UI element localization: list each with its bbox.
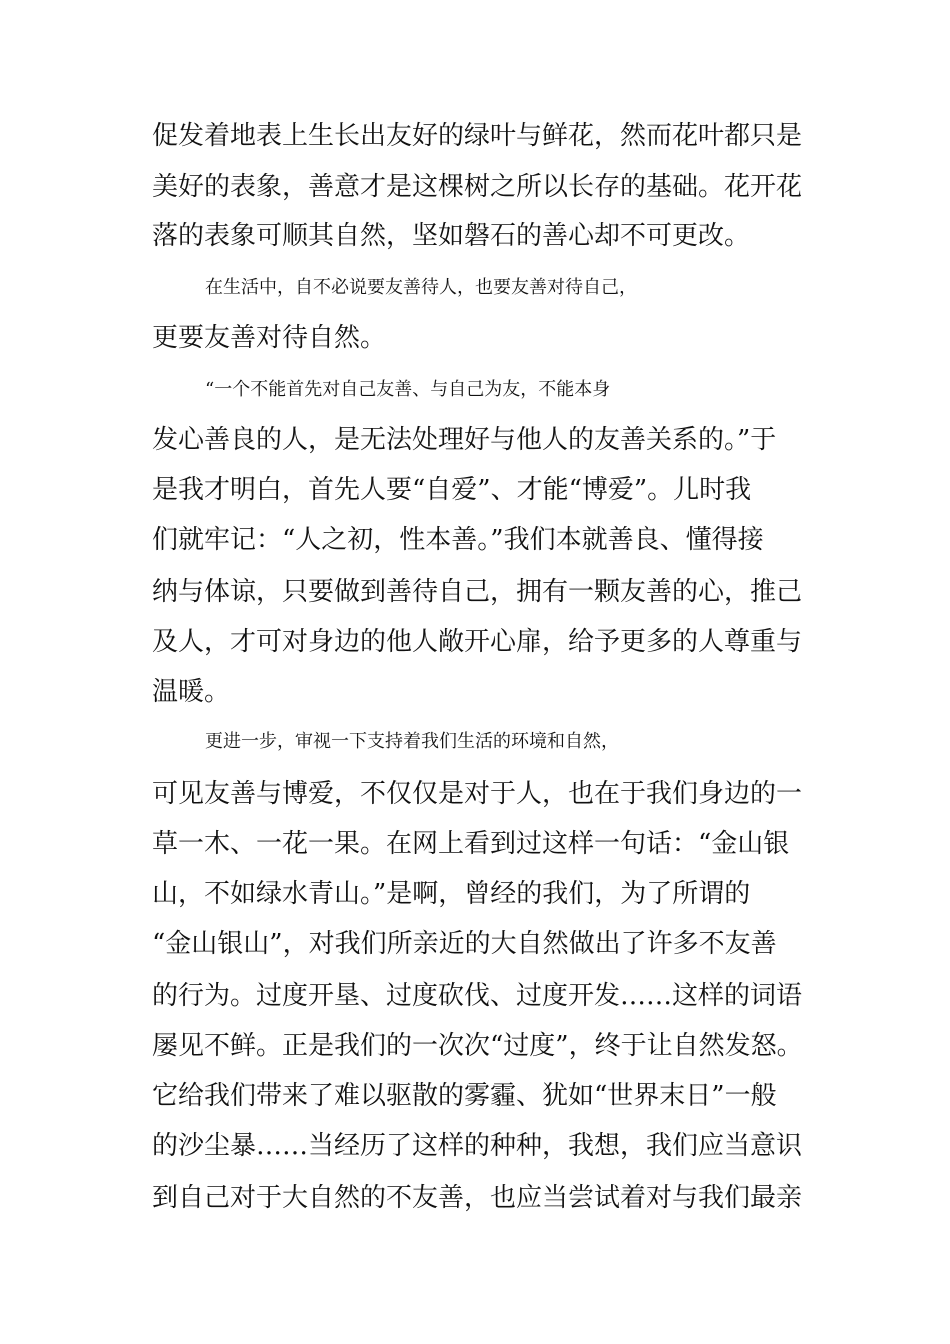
text-line: 山，不如绿水青山。”是啊，曾经的我们，为了所谓的 bbox=[152, 879, 751, 909]
text-line: 是我才明白，首先人要“自爱”、才能“博爱”。儿时我 bbox=[152, 475, 752, 505]
text-line: 更要友善对待自然。 bbox=[152, 323, 387, 353]
text-line: 屡见不鲜。正是我们的一次次“过度”，终于让自然发怒。 bbox=[152, 1031, 803, 1061]
text-line: 纳与体谅，只要做到善待自己，拥有一颗友善的心，推己 bbox=[152, 577, 803, 607]
paragraph-first-line: 在生活中，自不必说要友善待人，也要友善对待自己， bbox=[205, 277, 637, 298]
text-line: 它给我们带来了难以驱散的雾霾、犹如“世界末日”一般 bbox=[152, 1081, 777, 1111]
text-line: 们就牢记：“人之初，性本善。”我们本就善良、懂得接 bbox=[152, 525, 764, 555]
text-line: 及人，才可对身边的他人敞开心扉，给予更多的人尊重与 bbox=[152, 627, 803, 657]
text-line: 促发着地表上生长出友好的绿叶与鲜花，然而花叶都只是 bbox=[152, 121, 803, 151]
text-line: 的沙尘暴……当经历了这样的种种，我想，我们应当意识 bbox=[152, 1131, 803, 1161]
text-line: 发心善良的人，是无法处理好与他人的友善关系的。”于 bbox=[152, 425, 777, 455]
text-line: 可见友善与博爱，不仅仅是对于人，也在于我们身边的一 bbox=[152, 779, 803, 809]
paragraph-first-line: “一个不能首先对自己友善、与自己为友，不能本身 bbox=[205, 379, 611, 400]
text-line: 到自己对于大自然的不友善，也应当尝试着对与我们最亲 bbox=[152, 1183, 803, 1213]
text-line: 草一木、一花一果。在网上看到过这样一句话：“金山银 bbox=[152, 829, 790, 859]
text-line: 美好的表象，善意才是这棵树之所以长存的基础。花开花 bbox=[152, 172, 803, 202]
paragraph-first-line: 更进一步，审视一下支持着我们生活的环境和自然， bbox=[205, 731, 619, 752]
text-line: 的行为。过度开垦、过度砍伐、过度开发……这样的词语 bbox=[152, 981, 803, 1011]
text-line: 温暖。 bbox=[152, 677, 231, 707]
text-line: 落的表象可顺其自然，坚如磐石的善心却不可更改。 bbox=[152, 221, 751, 251]
text-line: “金山银山”，对我们所亲近的大自然做出了许多不友善 bbox=[152, 929, 777, 959]
